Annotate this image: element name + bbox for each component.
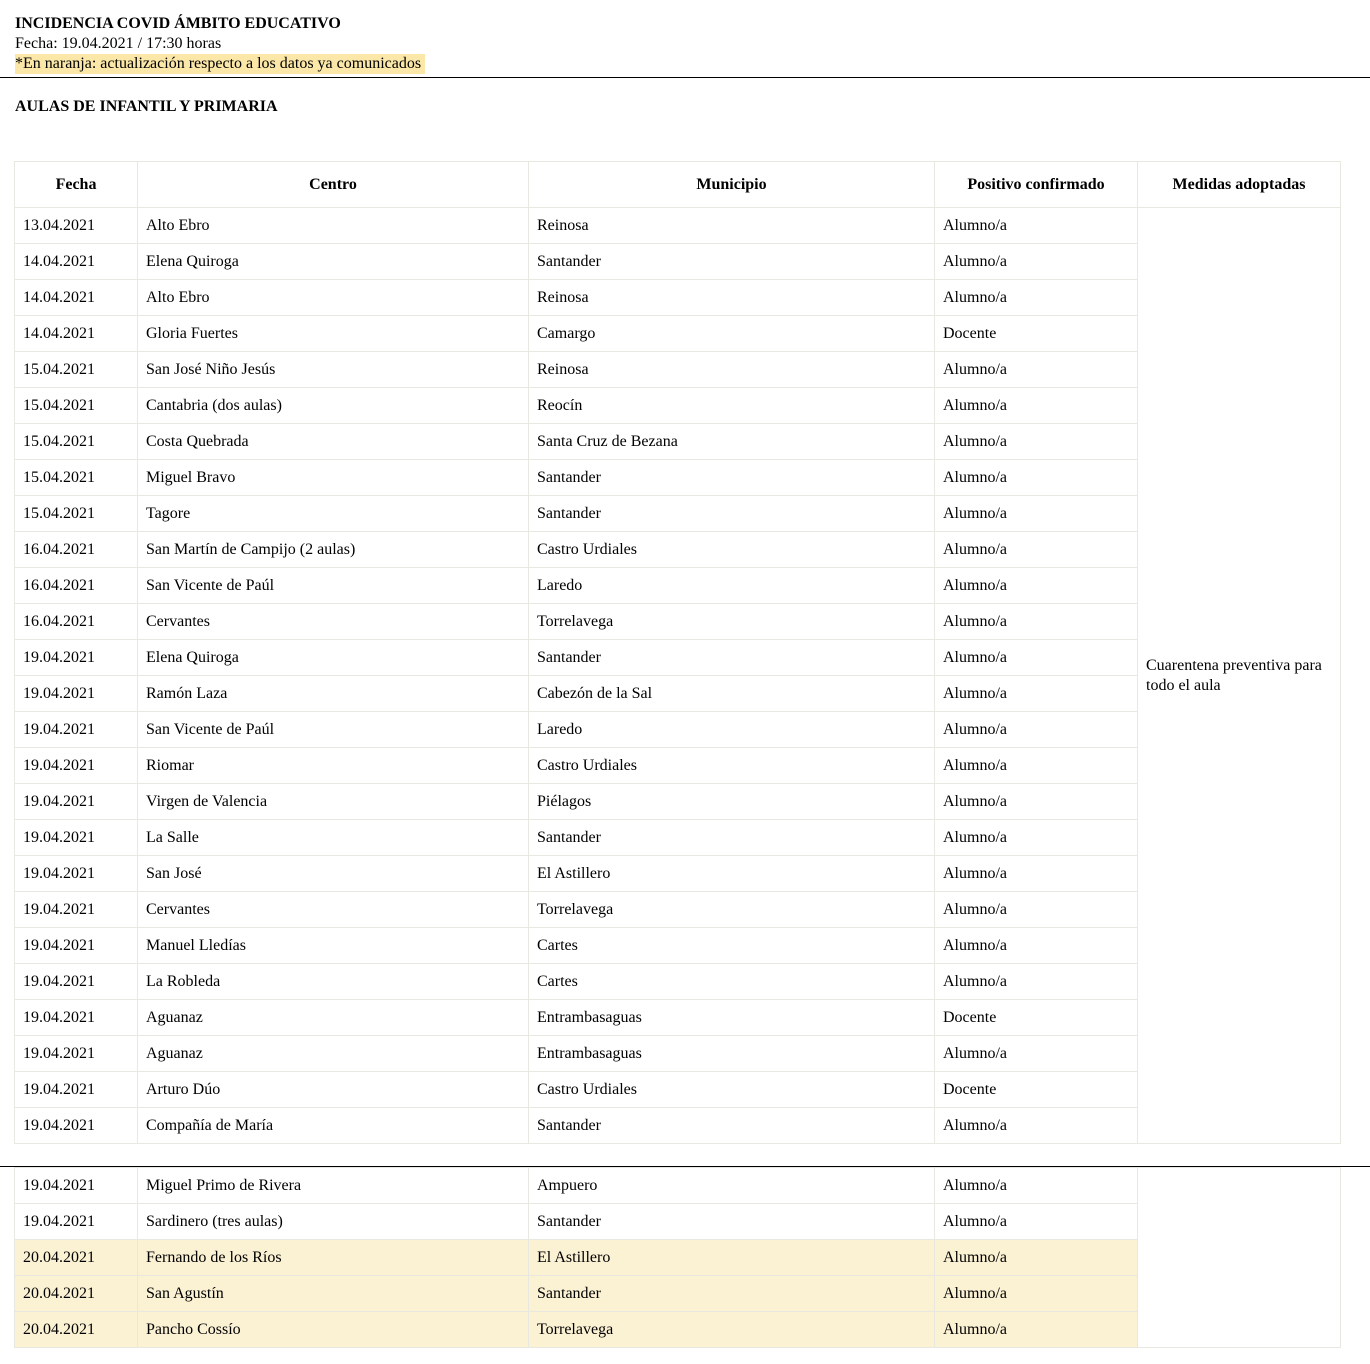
cell-positivo: Alumno/a	[935, 244, 1138, 280]
cell-fecha: 19.04.2021	[15, 676, 138, 712]
cell-medidas: Cuarentena preventiva para todo el aula	[1138, 208, 1341, 1144]
cell-municipio: Camargo	[529, 316, 935, 352]
cell-municipio: Reinosa	[529, 352, 935, 388]
cell-positivo: Alumno/a	[935, 964, 1138, 1000]
cell-centro: Arturo Dúo	[138, 1072, 529, 1108]
report-date: Fecha: 19.04.2021 / 17:30 horas	[15, 35, 222, 52]
column-header-municipio: Municipio	[529, 162, 935, 208]
cell-municipio: Torrelavega	[529, 604, 935, 640]
cell-positivo: Alumno/a	[935, 1312, 1138, 1348]
section-title: AULAS DE INFANTIL Y PRIMARIA	[15, 98, 278, 115]
cell-municipio: Santander	[529, 640, 935, 676]
cell-fecha: 19.04.2021	[15, 856, 138, 892]
cell-positivo: Alumno/a	[935, 928, 1138, 964]
cell-fecha: 16.04.2021	[15, 604, 138, 640]
cell-fecha: 19.04.2021	[15, 964, 138, 1000]
cell-centro: San José	[138, 856, 529, 892]
cell-municipio: Cartes	[529, 928, 935, 964]
cell-centro: Miguel Primo de Rivera	[138, 1168, 529, 1204]
cell-positivo: Alumno/a	[935, 460, 1138, 496]
cell-medidas-empty	[1138, 1168, 1341, 1348]
cell-centro: Compañía de María	[138, 1108, 529, 1144]
cell-fecha: 19.04.2021	[15, 820, 138, 856]
cell-fecha: 15.04.2021	[15, 388, 138, 424]
cell-centro: Cervantes	[138, 892, 529, 928]
cell-centro: Sardinero (tres aulas)	[138, 1204, 529, 1240]
cell-fecha: 19.04.2021	[15, 1168, 138, 1204]
cell-positivo: Alumno/a	[935, 388, 1138, 424]
cell-positivo: Alumno/a	[935, 280, 1138, 316]
cell-centro: Cervantes	[138, 604, 529, 640]
document-header	[15, 14, 425, 74]
cell-fecha: 20.04.2021	[15, 1312, 138, 1348]
cell-positivo: Alumno/a	[935, 532, 1138, 568]
cell-fecha: 15.04.2021	[15, 496, 138, 532]
cell-positivo: Docente	[935, 1000, 1138, 1036]
cell-fecha: 19.04.2021	[15, 640, 138, 676]
cell-centro: Miguel Bravo	[138, 460, 529, 496]
cell-centro: San Vicente de Paúl	[138, 568, 529, 604]
cell-centro: Elena Quiroga	[138, 244, 529, 280]
cell-positivo: Alumno/a	[935, 784, 1138, 820]
cell-fecha: 14.04.2021	[15, 244, 138, 280]
cell-positivo: Alumno/a	[935, 712, 1138, 748]
cell-fecha: 20.04.2021	[15, 1276, 138, 1312]
cell-centro: San Vicente de Paúl	[138, 712, 529, 748]
cell-municipio: Santander	[529, 460, 935, 496]
cell-positivo: Docente	[935, 1072, 1138, 1108]
cell-positivo: Alumno/a	[935, 1240, 1138, 1276]
cell-fecha: 14.04.2021	[15, 280, 138, 316]
cell-municipio: Ampuero	[529, 1168, 935, 1204]
cell-centro: San José Niño Jesús	[138, 352, 529, 388]
cell-positivo: Alumno/a	[935, 748, 1138, 784]
cell-municipio: Reocín	[529, 388, 935, 424]
cell-fecha: 19.04.2021	[15, 784, 138, 820]
cell-municipio: Santa Cruz de Bezana	[529, 424, 935, 460]
cell-municipio: El Astillero	[529, 1240, 935, 1276]
cell-municipio: Castro Urdiales	[529, 532, 935, 568]
cell-municipio: Entrambasaguas	[529, 1036, 935, 1072]
document-title: INCIDENCIA COVID ÁMBITO EDUCATIVO	[15, 15, 341, 32]
cell-municipio: Reinosa	[529, 280, 935, 316]
cell-positivo: Alumno/a	[935, 640, 1138, 676]
cell-municipio: Santander	[529, 1108, 935, 1144]
cell-centro: Costa Quebrada	[138, 424, 529, 460]
cell-fecha: 15.04.2021	[15, 352, 138, 388]
cell-fecha: 16.04.2021	[15, 568, 138, 604]
cell-municipio: Santander	[529, 1204, 935, 1240]
cell-centro: Cantabria (dos aulas)	[138, 388, 529, 424]
cell-municipio: Cartes	[529, 964, 935, 1000]
header-divider	[0, 77, 1370, 78]
cell-positivo: Alumno/a	[935, 604, 1138, 640]
cell-positivo: Alumno/a	[935, 1204, 1138, 1240]
cell-positivo: Alumno/a	[935, 1276, 1138, 1312]
cell-municipio: El Astillero	[529, 856, 935, 892]
cell-positivo: Alumno/a	[935, 208, 1138, 244]
cell-municipio: Santander	[529, 244, 935, 280]
cell-municipio: Reinosa	[529, 208, 935, 244]
cell-centro: Aguanaz	[138, 1036, 529, 1072]
table-row	[15, 1168, 1341, 1204]
cell-fecha: 19.04.2021	[15, 892, 138, 928]
cell-centro: Gloria Fuertes	[138, 316, 529, 352]
cell-fecha: 19.04.2021	[15, 712, 138, 748]
column-header-medidas: Medidas adoptadas	[1138, 162, 1341, 208]
cell-municipio: Cabezón de la Sal	[529, 676, 935, 712]
cell-fecha: 19.04.2021	[15, 1108, 138, 1144]
cell-centro: Ramón Laza	[138, 676, 529, 712]
column-header-fecha: Fecha	[15, 162, 138, 208]
cell-municipio: Castro Urdiales	[529, 748, 935, 784]
cell-centro: Elena Quiroga	[138, 640, 529, 676]
cell-centro: Aguanaz	[138, 1000, 529, 1036]
cell-centro: Fernando de los Ríos	[138, 1240, 529, 1276]
cell-positivo: Alumno/a	[935, 496, 1138, 532]
cell-positivo: Alumno/a	[935, 820, 1138, 856]
cell-fecha: 15.04.2021	[15, 460, 138, 496]
cell-fecha: 16.04.2021	[15, 532, 138, 568]
table-header-row	[15, 162, 1341, 208]
cell-centro: Riomar	[138, 748, 529, 784]
cell-positivo: Alumno/a	[935, 676, 1138, 712]
cell-municipio: Santander	[529, 820, 935, 856]
cell-municipio: Castro Urdiales	[529, 1072, 935, 1108]
cell-municipio: Piélagos	[529, 784, 935, 820]
cell-centro: La Robleda	[138, 964, 529, 1000]
cell-fecha: 14.04.2021	[15, 316, 138, 352]
cell-positivo: Alumno/a	[935, 1168, 1138, 1204]
cell-positivo: Alumno/a	[935, 1108, 1138, 1144]
column-header-positivo: Positivo confirmado	[935, 162, 1138, 208]
cell-fecha: 13.04.2021	[15, 208, 138, 244]
cell-centro: Alto Ebro	[138, 208, 529, 244]
cell-positivo: Alumno/a	[935, 892, 1138, 928]
cell-municipio: Entrambasaguas	[529, 1000, 935, 1036]
cell-fecha: 20.04.2021	[15, 1240, 138, 1276]
cell-positivo: Alumno/a	[935, 568, 1138, 604]
cell-positivo: Docente	[935, 316, 1138, 352]
cell-positivo: Alumno/a	[935, 352, 1138, 388]
cell-municipio: Santander	[529, 496, 935, 532]
incidence-table-page-1	[14, 161, 1341, 1144]
cell-positivo: Alumno/a	[935, 856, 1138, 892]
cell-municipio: Laredo	[529, 712, 935, 748]
cell-centro: Virgen de Valencia	[138, 784, 529, 820]
cell-centro: Manuel Lledías	[138, 928, 529, 964]
cell-centro: Pancho Cossío	[138, 1312, 529, 1348]
cell-centro: Tagore	[138, 496, 529, 532]
cell-positivo: Alumno/a	[935, 1036, 1138, 1072]
table-row	[15, 208, 1341, 244]
cell-fecha: 19.04.2021	[15, 1204, 138, 1240]
cell-municipio: Torrelavega	[529, 1312, 935, 1348]
cell-municipio: Laredo	[529, 568, 935, 604]
cell-centro: San Agustín	[138, 1276, 529, 1312]
cell-fecha: 19.04.2021	[15, 1036, 138, 1072]
cell-fecha: 19.04.2021	[15, 928, 138, 964]
column-header-centro: Centro	[138, 162, 529, 208]
cell-centro: San Martín de Campijo (2 aulas)	[138, 532, 529, 568]
cell-fecha: 19.04.2021	[15, 1000, 138, 1036]
legend-note: *En naranja: actualización respecto a los datos ya comunicados	[15, 54, 425, 74]
cell-municipio: Santander	[529, 1276, 935, 1312]
cell-centro: La Salle	[138, 820, 529, 856]
cell-fecha: 19.04.2021	[15, 1072, 138, 1108]
cell-fecha: 15.04.2021	[15, 424, 138, 460]
cell-municipio: Torrelavega	[529, 892, 935, 928]
incidence-table-page-2	[14, 1167, 1341, 1348]
cell-fecha: 19.04.2021	[15, 748, 138, 784]
cell-positivo: Alumno/a	[935, 424, 1138, 460]
cell-centro: Alto Ebro	[138, 280, 529, 316]
